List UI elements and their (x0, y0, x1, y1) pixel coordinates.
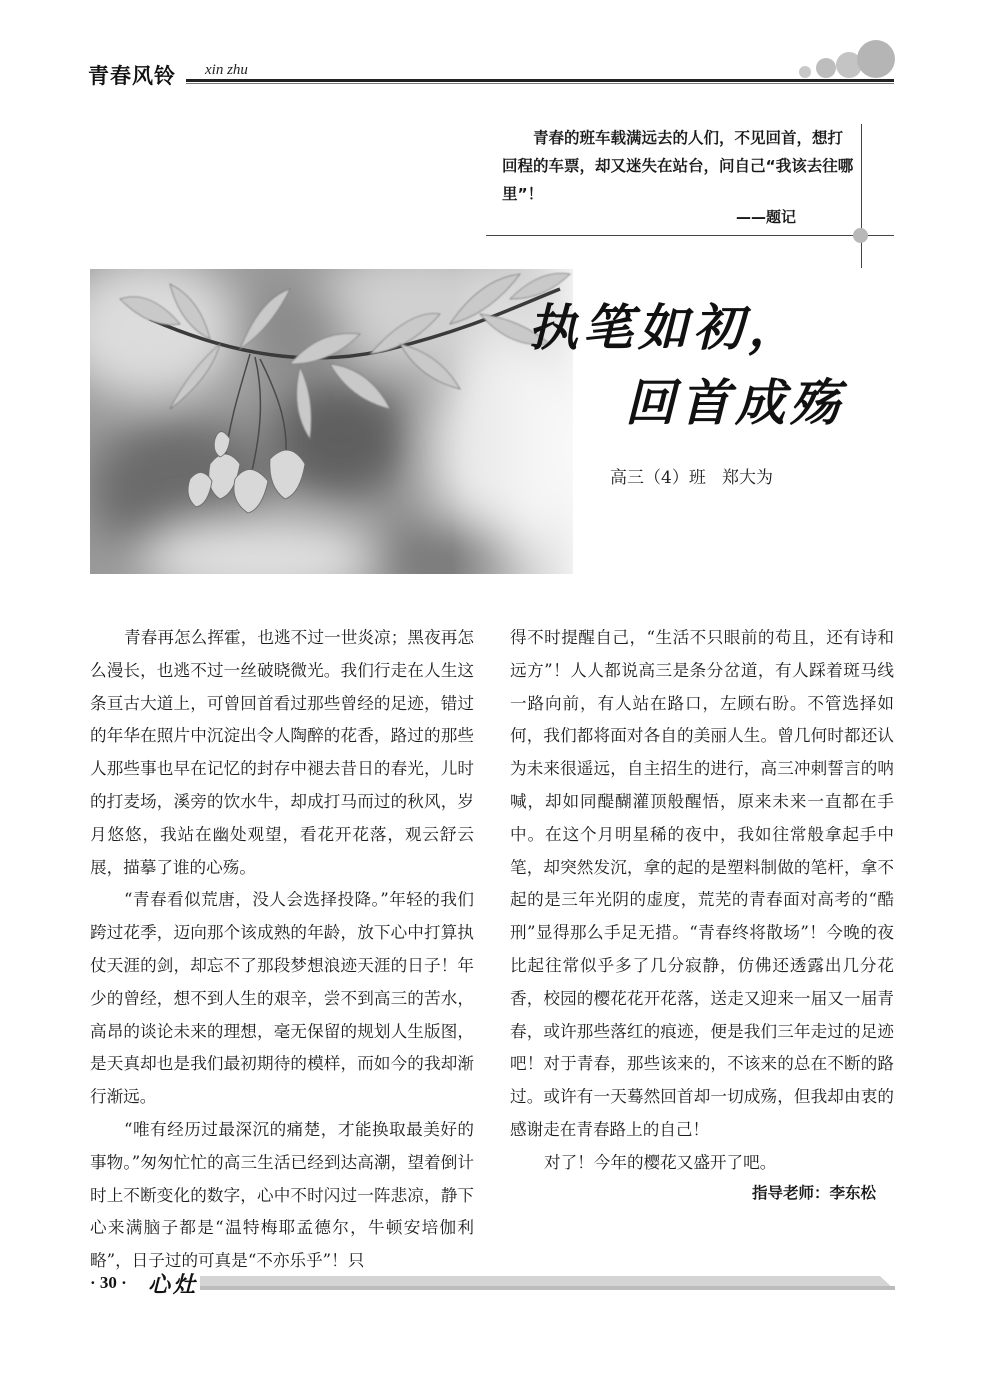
epigraph-text: 青春的班车载满远去的人们，不见回首，想打回程的车票，却又迷失在站台，问自己“我该去往哪里”！ (502, 129, 854, 203)
header-circles-decoration (0, 0, 984, 100)
epigraph-dot-decoration (853, 228, 868, 243)
article-title-line2: 回首成殇 (625, 373, 845, 432)
article-title-line1: 执笔如初， (528, 298, 803, 357)
epigraph-divider-horizontal (486, 235, 894, 236)
author-byline: 高三（4）班 郑大为 (610, 468, 774, 488)
cherry-blossom-photo (90, 269, 573, 574)
advisor-credit: 指导老师：李东松 (752, 1184, 877, 1202)
magazine-name: 心灶 (148, 1272, 199, 1298)
body-paragraph: 对了！今年的樱花又盛开了吧。 (544, 1152, 777, 1172)
epigraph (502, 124, 858, 208)
section-title: 青春风铃 (88, 64, 176, 88)
body-paragraph: 青春再怎么挥霍，也逃不过一世炎凉；黑夜再怎么漫长，也逃不过一丝破晓微光。我们行走在人生这条亘古大道上，可曾回首看过那些曾经的足迹，错过的年华在照片中沉淀出令人陶醉的花香，路过的那些人那些事也早在记忆的封存中褪去昔日的春光，儿时的打麦场，溪旁的饮水牛，却成打马而过的秋风，岁月悠悠，我站在幽处观望，看花开花落，观云舒云展，描摹了谁的心殇。 (90, 628, 474, 877)
blossom-branch-illustration (90, 269, 573, 574)
epigraph-divider-vertical (861, 124, 862, 268)
page-number: · 30 · (90, 1273, 127, 1292)
section-pinyin: xin zhu (205, 62, 248, 78)
body-column-right (510, 622, 894, 1180)
body-paragraph: “青春看似荒唐，没人会选择投降。”年轻的我们跨过花季，迈向那个该成熟的年龄，放下心中打算执仗天涯的剑，却忘不了那段梦想浪迹天涯的日子！年少的曾经，想不到人生的艰辛，尝不到高三的苦水，高昂的谈论未来的理想，毫无保留的规划人生版图，是天真却也是我们最初期待的模样，而如今的我却渐行渐远。 (90, 890, 474, 1107)
body-paragraph: 得不时提醒自己，“生活不只眼前的苟且，还有诗和远方”！人人都说高三是条分岔道，有人踩着斑马线一路向前，有人站在路口，左顾右盼。不管选择如何，我们都将面对各自的美丽人生。曾几何时都还认为未来很遥远，自主招生的进行，高三冲刺誓言的呐喊，却如同醍醐灌顶般醒悟，原来未来一直都在手中。在这个月明星稀的夜中，我如往常般拿起手中笔，却突然发沉，拿的起的是塑料制做的笔杆，拿不起的是三年光阴的虚度，荒芜的青春面对高考的“酷刑”显得那么手足无措。“青春终将散场”！今晚的夜比起往常似乎多了几分寂静，仿佛还透露出几分花香，校园的樱花花开花落，送走又迎来一届又一届青春，或许那些落红的痕迹，便是我们三年走过的足迹吧！对于青春，那些该来的，不该来的总在不断的路过。或许有一天蓦然回首却一切成殇，但我却由衷的感谢走在青春路上的自己！ (510, 628, 894, 1139)
epigraph-signature: ——题记 (736, 208, 797, 226)
body-column-left (90, 622, 474, 1278)
page-header (0, 0, 984, 100)
body-paragraph: “唯有经历过最深沉的痛楚，才能换取最美好的事物。”匆匆忙忙的高三生活已经到达高潮，望着倒计时上不断变化的数字，心中不时闪过一阵悲凉，静下心来满脑子都是“温特梅耶孟德尔，牛顿安培伽利略”，日子过的可真是“不亦乐乎”！只 (90, 1119, 474, 1271)
